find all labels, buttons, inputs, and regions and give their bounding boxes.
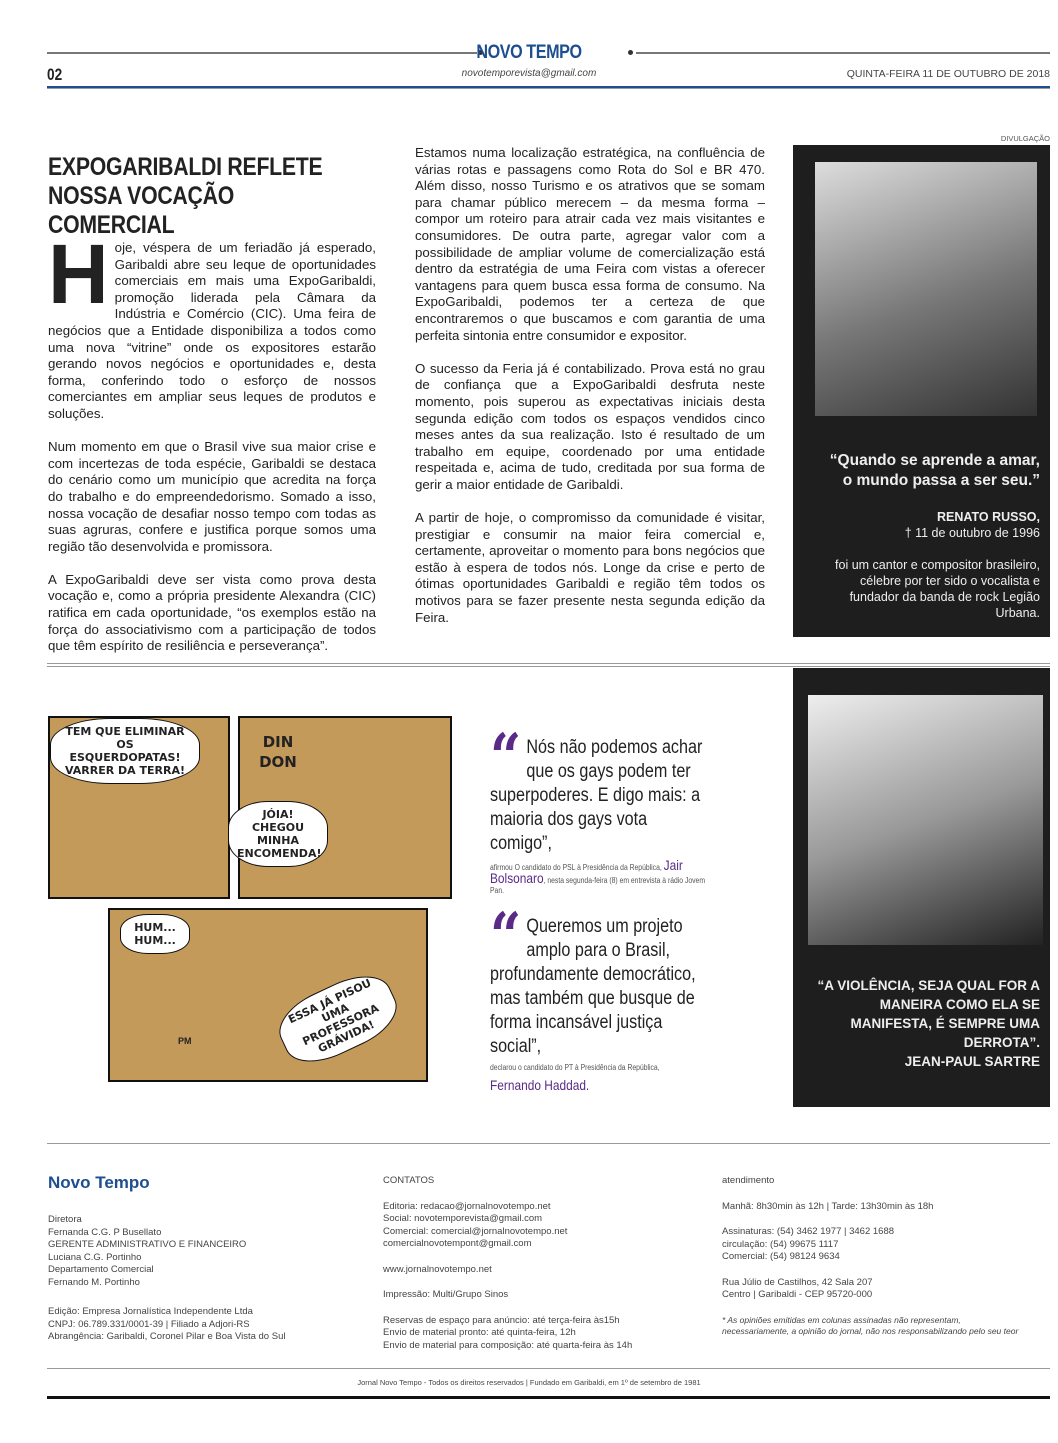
contact-email[interactable]: comercialnovotempont@gmail.com <box>383 1238 532 1249</box>
staff-line: GERENTE ADMINISTRATIVO E FINANCEIRO <box>48 1239 247 1250</box>
paragraph: Estamos numa localização estratégica, na confluência de várias rotas e passagens como Rota do Sol e BR 470. Além disso, nosso Turismo e os atrativos que se somam para chamar público merecem – da mesma forma – compor um roteiro para atrair cada vez mais visitantes e consumidores. De outra parte, agregar valor com a possibilidade de ampliar volume de comercialização está dentro da estratégia de uma Feira com vistas a oferecer vantagens para quem busca essa forma de consumo. Na ExpoGaribaldi, podemos ter a certeza de que encontraremos o que buscamos e com garantia de uma perfeita sintonia entre consumidor e expositor. <box>415 145 765 343</box>
header-rule-left <box>47 52 477 54</box>
header-rule-right <box>636 52 1050 54</box>
page-number: 02 <box>47 65 63 84</box>
paragraph: A partir de hoje, o compromisso da comunidade é visitar, prestigiar e consumir na maior feira comercial e, certamente, aproveitar o momento para bons negócios que estão à espera de todos nós. Longe da crise e perto de ótimas oportunidades Garibaldi e região têm todos os motivos para se fazer presente nesta segunda edição da Feira. <box>415 510 765 625</box>
quote-mark-icon: “ <box>490 720 522 795</box>
renato-russo-photo <box>815 162 1037 416</box>
footer-rule-bottom <box>47 1396 1050 1399</box>
website-link[interactable]: www.jornalnovotempo.net <box>383 1263 492 1275</box>
footer-contacts <box>383 1175 713 1352</box>
address-line: Rua Júlio de Castilhos, 42 Sala 207 <box>722 1276 873 1288</box>
masthead: NOVO TEMPO <box>476 42 582 63</box>
staff-line: Fernando M. Portinho <box>48 1276 140 1288</box>
pull-quote-bolsonaro <box>490 720 711 896</box>
article-column-1 <box>48 227 376 671</box>
article-headline: EXPOGARIBALDI REFLETE NOSSA VOCAÇÃO COMERCIAL <box>48 153 323 239</box>
deadline-line: Reservas de espaço para anúncio: até terça-feira às15h <box>383 1314 620 1326</box>
drop-cap: H <box>48 227 109 321</box>
photo-credit: DIVULGAÇÃO <box>1000 134 1050 143</box>
phone-line: circulação: (54) 99675 1117 <box>722 1238 839 1250</box>
sartre-name: JEAN-PAUL SARTRE <box>904 1054 1040 1069</box>
speech-bubble: HUM... HUM... <box>120 914 190 954</box>
section-divider <box>47 663 1050 667</box>
quote-text: Nós não podemos achar que os gays podem ter superpoderes. E digo mais: a maioria dos gays vota comigo”, <box>490 737 703 854</box>
phone-line: Comercial: (54) 98124 9634 <box>722 1251 840 1262</box>
contacts-heading: CONTATOS <box>383 1175 435 1186</box>
address-line: Centro | Garibaldi - CEP 95720-000 <box>722 1289 873 1300</box>
hours: Manhã: 8h30min às 12h | Tarde: 13h30min às 18h <box>722 1200 934 1212</box>
quote-attribution-end: , nesta segunda-feira (8) em entrevista à rádio Jovem Pan. <box>490 876 705 895</box>
russo-name: RENATO RUSSO, <box>936 510 1040 524</box>
copyright: Jornal Novo Tempo - Todos os direitos reservados | Fundado em Garibaldi, em 1º de setembro de 1981 <box>357 1378 701 1387</box>
staff-line: Luciana C.G. Portinho <box>48 1251 142 1263</box>
renato-russo-box <box>793 145 1050 637</box>
speech-bubble: JÓIA! CHEGOU MINHA ENCOMENDA! <box>228 801 328 867</box>
sartre-box <box>793 668 1050 1107</box>
header-dot <box>628 50 633 55</box>
staff-line: Fernanda C.G. P Busellato <box>48 1226 162 1238</box>
pull-quote-haddad <box>490 899 711 1097</box>
quote-attribution: afirmou O candidato do PSL à Presidência da República, <box>490 863 662 872</box>
paragraph: oje, véspera de um feriadão já esperado, Garibaldi abre seu leque de oportunidades comerciais em mais uma ExpoGaribaldi, promoção liderada pela Câmara da Indústria e Comércio (CIC). Uma feira de negócios que a Entidade disponibiliza a todos como uma nova “vitrine” onde os expositores estarão gerando novos negócios e oportunidades e, desta forma, conferindo todo o esforço de nossos comerciantes em ampliar seus leques de produtos e soluções. <box>48 240 376 421</box>
quote-text: Queremos um projeto amplo para o Brasil, profundamente democrático, mas também que busque de forma incansável justiça social”, <box>490 916 696 1057</box>
staff-line: Departamento Comercial <box>48 1264 154 1275</box>
footer-staff <box>48 1214 373 1344</box>
header-email[interactable]: novotemporevista@gmail.com <box>461 68 597 79</box>
footer-rule <box>47 1368 1050 1369</box>
comic-strip <box>48 716 452 1082</box>
issue-date: QUINTA-FEIRA 11 DE OUTUBRO DE 2018 <box>846 68 1050 80</box>
deadline-line: Envio de material para composição: até quarta-feira às 14h <box>383 1339 633 1351</box>
staff-line: Diretora <box>48 1214 82 1225</box>
paragraph: Num momento em que o Brasil vive sua maior crise e com incertezas de toda espécie, Garibaldi se destaca do cenário como um município que acredita na força do trabalho e do empreendedorismo. Somado a isso, nossa vocação de desafiar nosso tempo com todas as suas agruras, confere e justifica porque somos uma região tão desenvolvida e promissora. <box>48 439 376 554</box>
sartre-text <box>805 976 1040 1071</box>
quote-mark-icon: “ <box>490 899 522 974</box>
russo-death: † 11 de outubro de 1996 <box>904 526 1040 540</box>
hours-heading: atendimento <box>722 1175 775 1186</box>
disclaimer-line: * As opiniões emitidas em colunas assinadas não representam, <box>722 1314 961 1325</box>
quote-author: Jair Bolsonaro <box>490 857 683 886</box>
sartre-photo <box>808 695 1043 945</box>
box-label: PM <box>178 1036 192 1046</box>
paragraph: A ExpoGaribaldi deve ser vista como prova desta vocação e, como a própria presidente Alexandra (CIC) ratifica em cada oportunidade, “os exemplos estão na força do associativismo com a participação de todos que têm espírito de resiliência e perseverança”. <box>48 571 376 654</box>
russo-quote: “Quando se aprende a amar, o mundo passa a ser seu.” <box>829 452 1040 489</box>
quote-attribution: declarou o candidato do PT à Presidência da República, <box>490 1063 660 1072</box>
russo-text <box>805 451 1040 621</box>
paragraph: O sucesso da Feria já é contabilizado. Prova está no grau de confiança que a ExpoGaribaldi desfruta neste momento, pois superou as expectativas iniciais desta segunda edição com todos os espaços vendidos cinco meses antes da sua realização. Isto é resultado de um trabalho em equipe, coordenado por uma entidade respeitada e, acima de tudo, creditada por sua forma de gerir a maior entidade de Garibaldi. <box>415 360 765 492</box>
russo-bio: foi um cantor e compositor brasileiro, célebre por ter sido o vocalista e fundador da banda de rock Legião Urbana. <box>835 558 1040 620</box>
legal-line: CNPJ: 06.789.331/0001-39 | Filiado a Adjori-RS <box>48 1318 250 1330</box>
contact-email[interactable]: Comercial: comercial@jornalnovotempo.net <box>383 1225 568 1237</box>
contact-email[interactable]: Social: novotemporevista@gmail.com <box>383 1213 543 1224</box>
sartre-quote: “A VIOLÊNCIA, SEJA QUAL FOR A MANEIRA COMO ELA SE MANIFESTA, É SEMPRE UMA DERROTA”. <box>817 978 1040 1050</box>
sound-effect: DIN DON <box>259 733 297 771</box>
phone-line: Assinaturas: (54) 3462 1977 | 3462 1688 <box>722 1226 895 1237</box>
legal-line: Edição: Empresa Jornalística Independente Ltda <box>48 1306 253 1317</box>
speech-bubble: TEM QUE ELIMINAR OS ESQUERDOPATAS! VARRER DA TERRA! <box>50 718 200 784</box>
speech-bubble: ESSA JÁ PISOU UMA PROFESSORA GRÁVIDA! <box>270 964 407 1075</box>
article-column-2 <box>415 145 765 643</box>
legal-line: Abrangência: Garibaldi, Coronel Pilar e Boa Vista do Sul <box>48 1331 286 1342</box>
deadline-line: Envio de material pronto: até quinta-feira, 12h <box>383 1327 576 1338</box>
disclaimer-line: necessariamente, a opinião do jornal, não nos responsabilizando pelo seu teor <box>722 1325 1019 1336</box>
contact-email[interactable]: Editoria: redacao@jornalnovotempo.net <box>383 1200 551 1212</box>
print-info: Impressão: Multi/Grupo Sinos <box>383 1289 509 1300</box>
footer-service <box>722 1175 1052 1337</box>
footer-title: Novo Tempo <box>48 1173 150 1192</box>
quote-author: Fernando Haddad. <box>490 1077 590 1093</box>
footer-rule-top <box>47 1143 1050 1144</box>
header-rule <box>47 86 1050 89</box>
